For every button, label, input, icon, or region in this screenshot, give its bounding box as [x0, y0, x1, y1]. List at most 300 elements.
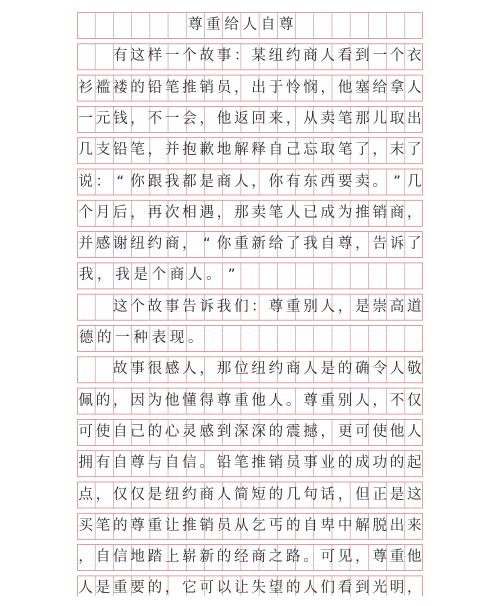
essay-char: 拥 — [78, 455, 93, 472]
grid-cell-empty — [132, 12, 150, 38]
essay-char: 后 — [112, 204, 128, 221]
essay-char: 位 — [234, 361, 249, 378]
essay-char: 出 — [389, 517, 405, 534]
essay-char: 卖 — [320, 110, 336, 127]
essay-char: ， — [112, 392, 128, 409]
essay-char: 是 — [95, 580, 111, 597]
essay-char: 重 — [234, 392, 249, 409]
essay-char: 句 — [303, 486, 318, 503]
essay-char: 重 — [112, 580, 128, 597]
essay-line — [77, 231, 423, 257]
essay-char: 尊 — [303, 392, 318, 409]
essay-char: 人 — [187, 267, 203, 284]
essay-char: 是 — [320, 361, 336, 378]
essay-char: 销 — [199, 79, 214, 96]
essay-char: 褴 — [95, 79, 111, 96]
essay-char: ， — [199, 361, 214, 378]
essay-char: 震 — [285, 423, 301, 440]
essay-char: 尊 — [268, 298, 284, 315]
essay-char: 你 — [216, 236, 232, 253]
essay-char: 的 — [147, 423, 163, 440]
essay-char: 使 — [372, 423, 387, 440]
essay-char: 遇 — [199, 204, 214, 221]
essay-char: 令 — [372, 361, 387, 378]
essay-char: 并 — [164, 142, 180, 159]
essay-char: 都 — [182, 173, 197, 190]
essay-char: 了 — [355, 142, 370, 159]
essay-char: 从 — [234, 517, 249, 534]
essay-char: 他 — [251, 392, 266, 409]
title-row — [77, 12, 423, 38]
essay-line — [77, 325, 423, 351]
grid-cell-empty — [77, 12, 95, 38]
essay-char: ： — [95, 173, 111, 190]
essay-char: 销 — [372, 204, 387, 221]
essay-char: 正 — [372, 486, 387, 503]
essay-char: 铅 — [216, 455, 232, 472]
essay-char: 别 — [337, 392, 353, 409]
essay-line — [77, 419, 423, 445]
essay-line — [77, 482, 423, 508]
essay-char: 人 — [182, 361, 197, 378]
essay-char: 佩 — [78, 392, 93, 409]
essay-char: 纽 — [130, 236, 145, 253]
essay-char: 笔 — [95, 517, 111, 534]
essay-char: 我 — [164, 173, 180, 190]
essay-line — [77, 137, 423, 163]
essay-char: 样 — [147, 48, 163, 65]
essay-char: 信 — [112, 549, 128, 566]
essay-char: 自 — [112, 455, 128, 472]
essay-char: 这 — [130, 48, 145, 65]
essay-char: 不 — [147, 110, 163, 127]
title-char: 人 — [242, 17, 258, 33]
essay-char: 要 — [130, 580, 145, 597]
essay-char: 给 — [372, 79, 387, 96]
essay-char: 到 — [216, 423, 232, 440]
essay-char: 更 — [337, 423, 353, 440]
essay-char: 卖 — [355, 173, 370, 190]
essay-char: 跟 — [147, 173, 163, 190]
essay-char: 失 — [251, 580, 266, 597]
essay-char: 释 — [251, 142, 266, 159]
essay-char: 自 — [303, 517, 318, 534]
title-char: 重 — [206, 17, 221, 33]
essay-char: 深 — [251, 423, 266, 440]
essay-char: 来 — [268, 110, 284, 127]
essay-char: 光 — [372, 580, 387, 597]
essay-char: 他 — [407, 549, 422, 566]
essay-char: 推 — [182, 517, 197, 534]
essay-char: 到 — [355, 580, 370, 597]
essay-char: 。 — [303, 549, 318, 566]
essay-char: 成 — [355, 455, 370, 472]
essay-char: 了 — [407, 236, 422, 253]
essay-char: 销 — [199, 517, 214, 534]
essay-char: 并 — [78, 236, 93, 253]
grid-cell-empty — [94, 43, 111, 69]
essay-char: ， — [95, 486, 111, 503]
essay-char: 人 — [216, 486, 232, 503]
essay-char: 表 — [151, 330, 167, 346]
essay-char: ： — [234, 48, 249, 65]
essay-char: 重 — [147, 517, 163, 534]
essay-char: 简 — [234, 486, 249, 503]
essay-char: 抱 — [182, 142, 197, 159]
essay-char: 回 — [251, 110, 266, 127]
essay-char: 的 — [112, 517, 128, 534]
essay-char: 个 — [182, 48, 197, 65]
essay-char: 高 — [389, 298, 405, 315]
essay-char: 塞 — [355, 79, 370, 96]
essay-char: 这 — [407, 486, 422, 503]
grid-cell-empty — [113, 12, 131, 38]
essay-char: ， — [285, 110, 301, 127]
essay-char: 己 — [130, 423, 145, 440]
essay-char: 见 — [337, 549, 353, 566]
essay-char: 悯 — [303, 79, 318, 96]
essay-char: 己 — [285, 142, 301, 159]
essay-char: 衣 — [407, 48, 422, 65]
essay-char: 感 — [199, 423, 214, 440]
essay-char: 我 — [303, 236, 318, 253]
essay-char: 人 — [303, 580, 318, 597]
essay-char: 到 — [355, 48, 370, 65]
essay-char: 商 — [389, 204, 405, 221]
essay-char: ， — [216, 204, 232, 221]
essay-char: 几 — [78, 142, 93, 159]
essay-char: 纽 — [251, 361, 266, 378]
essay-char: 我 — [216, 298, 232, 315]
essay-char: 商 — [164, 236, 180, 253]
essay-char: 商 — [216, 173, 232, 190]
essay-char: 西 — [320, 173, 336, 190]
essay-char: ： — [251, 298, 266, 315]
essay-char: 个 — [78, 204, 93, 221]
essay-char: ， — [372, 142, 387, 159]
essay-char: 你 — [130, 173, 145, 190]
essay-char: 忘 — [303, 142, 318, 159]
essay-char: 的 — [97, 330, 112, 346]
essay-char: 有 — [112, 48, 128, 65]
essay-char: 崇 — [372, 298, 387, 315]
essay-char: ， — [320, 79, 336, 96]
essay-char: 褛 — [112, 79, 128, 96]
essay-char: 种 — [133, 330, 148, 346]
essay-char: 取 — [389, 110, 405, 127]
essay-char: 确 — [355, 361, 370, 378]
essay-char: 自 — [268, 142, 284, 159]
essay-char: 让 — [164, 517, 180, 534]
essay-char: 。 — [372, 173, 387, 190]
essay-char: 他 — [164, 392, 180, 409]
essay-char: 的 — [130, 79, 145, 96]
essay-char: 经 — [234, 549, 249, 566]
essay-char: 会 — [182, 110, 197, 127]
essay-line — [77, 388, 423, 414]
essay-char: 那 — [234, 204, 249, 221]
essay-char: 事 — [130, 361, 145, 378]
essay-char: 可 — [355, 423, 370, 440]
essay-char: 踏 — [147, 549, 163, 566]
essay-char: 是 — [147, 486, 163, 503]
essay-char: 卖 — [251, 204, 266, 221]
essay-char: 自 — [95, 549, 111, 566]
essay-char: 因 — [130, 392, 145, 409]
essay-char: 那 — [355, 110, 370, 127]
essay-char: 儿 — [372, 110, 387, 127]
essay-char: 支 — [95, 142, 111, 159]
essay-char: 仅 — [407, 392, 422, 409]
grid-cell-empty — [95, 12, 113, 38]
essay-char: ， — [130, 110, 145, 127]
essay-char: 笔 — [268, 204, 284, 221]
essay-char: 商 — [169, 267, 185, 284]
essay-char: 的 — [268, 486, 284, 503]
title-char: 尊 — [187, 17, 203, 33]
essay-char: 人 — [389, 361, 405, 378]
essay-char: 重 — [389, 549, 405, 566]
essay-char: 地 — [216, 142, 232, 159]
essay-char: 让 — [234, 580, 249, 597]
essay-char: 尊 — [130, 517, 145, 534]
essay-char: 末 — [389, 142, 405, 159]
essay-char: 故 — [199, 48, 214, 65]
essay-char: 人 — [268, 392, 284, 409]
essay-char: 话 — [320, 486, 336, 503]
essay-char: 撼 — [303, 423, 318, 440]
essay-char: ， — [234, 79, 249, 96]
essay-char: 元 — [95, 110, 111, 127]
essay-char: 之 — [268, 549, 284, 566]
essay-char: 看 — [337, 48, 353, 65]
essay-char: ， — [337, 486, 353, 503]
essay-char: 几 — [407, 173, 422, 190]
essay-char: 。 — [206, 267, 221, 284]
essay-char: 卑 — [320, 517, 336, 534]
essay-char: 人 — [234, 173, 249, 190]
essay-char: 月 — [95, 204, 111, 221]
essay-line — [77, 106, 423, 132]
essay-char: 笔 — [337, 110, 353, 127]
essay-char: 。 — [285, 392, 301, 409]
essay-char: 乞 — [251, 517, 266, 534]
essay-char: 员 — [285, 455, 301, 472]
essay-char: 拿 — [389, 79, 405, 96]
essay-char: 重 — [285, 298, 301, 315]
grid-cell-empty — [168, 12, 186, 38]
essay-char: 但 — [355, 486, 370, 503]
essay-char: 商 — [285, 361, 301, 378]
essay-line — [77, 575, 423, 601]
essay-char: 出 — [407, 110, 422, 127]
essay-char: ” — [227, 267, 236, 284]
essay-char: ， — [199, 110, 214, 127]
essay-line — [77, 200, 423, 226]
essay-char: 衫 — [78, 79, 93, 96]
essay-char: 某 — [251, 48, 266, 65]
essay-char: 笔 — [234, 455, 249, 472]
essay-char: 解 — [355, 517, 370, 534]
essay-char: 道 — [407, 298, 422, 315]
essay-char: 们 — [320, 580, 336, 597]
essay-char: 给 — [268, 236, 284, 253]
essay-line — [77, 262, 423, 288]
essay-char: 有 — [95, 455, 111, 472]
essay-char: ， — [97, 267, 112, 284]
essay-char: 他 — [337, 79, 353, 96]
essay-char: 东 — [303, 173, 318, 190]
essay-line — [77, 544, 423, 570]
essay-line — [77, 43, 423, 69]
essay-line — [77, 513, 423, 539]
essay-char: 一 — [164, 110, 180, 127]
essay-char: 尊 — [337, 236, 353, 253]
essay-char: 明 — [389, 580, 405, 597]
essay-char: 个 — [151, 267, 167, 284]
essay-char: 我 — [115, 267, 130, 284]
essay-char: 故 — [147, 298, 163, 315]
essay-char: 是 — [389, 486, 405, 503]
essay-char: ， — [372, 392, 387, 409]
essay-char: 人 — [320, 298, 336, 315]
essay-char: 他 — [216, 110, 232, 127]
essay-char: 的 — [268, 423, 284, 440]
essay-line — [77, 356, 423, 382]
essay-char: ， — [337, 298, 353, 315]
essay-char: 他 — [389, 423, 405, 440]
grid-cell-empty — [94, 356, 111, 382]
essay-char: ， — [407, 204, 422, 221]
essay-char: 铅 — [147, 79, 163, 96]
grid-cell-empty — [77, 356, 94, 382]
essay-char: 的 — [95, 392, 111, 409]
essay-char: 与 — [147, 455, 163, 472]
essay-char: 看 — [337, 580, 353, 597]
essay-char: 笔 — [164, 79, 180, 96]
essay-char: 要 — [337, 173, 353, 190]
essay-char: 那 — [216, 361, 232, 378]
essay-char: 你 — [268, 173, 284, 190]
essay-char: 商 — [303, 48, 318, 65]
essay-char: 为 — [337, 204, 353, 221]
essay-char: 事 — [216, 48, 232, 65]
essay-char: 告 — [182, 298, 197, 315]
essay-char: 事 — [303, 455, 318, 472]
essay-char: 相 — [182, 204, 197, 221]
essay-char: 员 — [216, 517, 232, 534]
essay-char: 故 — [112, 361, 128, 378]
essay-char: 人 — [78, 580, 93, 597]
manuscript-sheet — [77, 10, 423, 596]
essay-char: 别 — [303, 298, 318, 315]
essay-char: ， — [355, 236, 370, 253]
essay-char: 了 — [407, 142, 422, 159]
essay-char: 笔 — [337, 142, 353, 159]
essay-char: 以 — [216, 580, 232, 597]
essay-char: 。 — [199, 455, 214, 472]
essay-char: 已 — [303, 204, 318, 221]
essay-char: 可 — [199, 580, 214, 597]
essay-char: 可 — [78, 423, 93, 440]
essay-char: 一 — [78, 110, 93, 127]
essay-char: 诉 — [199, 298, 214, 315]
essay-char: 歉 — [199, 142, 214, 159]
essay-char: ” — [393, 173, 401, 190]
essay-char: 我 — [78, 267, 94, 284]
essay-char: 得 — [199, 392, 214, 409]
essay-char: 人 — [303, 361, 318, 378]
essay-char: ， — [147, 142, 163, 159]
essay-char: 。 — [187, 330, 203, 346]
essay-line — [77, 450, 423, 476]
essay-char: 业 — [320, 455, 336, 472]
essay-char: 几 — [285, 486, 301, 503]
essay-char: 买 — [78, 517, 93, 534]
essay-char: 可 — [320, 549, 336, 566]
essay-char: 再 — [147, 204, 163, 221]
essay-char: 人 — [320, 48, 336, 65]
essay-char: 人 — [355, 392, 370, 409]
essay-char: 纽 — [164, 486, 180, 503]
essay-char: 推 — [355, 204, 370, 221]
essay-char: 起 — [407, 455, 422, 472]
essay-char: 是 — [199, 173, 214, 190]
essay-char: 的 — [285, 580, 301, 597]
essay-char: 仅 — [112, 486, 128, 503]
essay-char: ， — [78, 549, 93, 566]
essay-char: 尊 — [372, 549, 387, 566]
essay-char: 推 — [182, 79, 197, 96]
essay-char: 取 — [320, 142, 336, 159]
essay-char: 是 — [133, 267, 148, 284]
essay-char: 的 — [389, 455, 405, 472]
essay-char: 重 — [320, 392, 336, 409]
essay-char: 尊 — [130, 455, 145, 472]
essay-char: 不 — [389, 392, 405, 409]
essay-char: 一 — [164, 48, 180, 65]
essay-char: 的 — [216, 549, 232, 566]
essay-char: 上 — [164, 549, 180, 566]
essay-char: 深 — [234, 423, 249, 440]
essay-char: 使 — [95, 423, 111, 440]
essay-char: 推 — [251, 455, 266, 472]
essay-char: 于 — [268, 79, 284, 96]
essay-char: 成 — [320, 204, 336, 221]
essay-char: 员 — [216, 79, 232, 96]
essay-char: 懂 — [182, 392, 197, 409]
essay-char: 销 — [268, 455, 284, 472]
essay-char: 来 — [407, 517, 422, 534]
essay-char: ， — [164, 580, 180, 597]
essay-char: 了 — [285, 236, 301, 253]
essay-char: 中 — [337, 517, 353, 534]
title-char: 自 — [260, 17, 276, 33]
essay-char: 返 — [234, 110, 249, 127]
essay-char: 约 — [182, 486, 197, 503]
essay-char: 短 — [251, 486, 266, 503]
essay-char: 自 — [164, 455, 180, 472]
essay-char: 重 — [234, 236, 249, 253]
essay-char: 商 — [251, 549, 266, 566]
essay-char: 商 — [199, 486, 214, 503]
essay-char: 个 — [389, 48, 405, 65]
essay-char: 出 — [251, 79, 266, 96]
essay-char: 灵 — [182, 423, 197, 440]
essay-char: 仅 — [130, 486, 145, 503]
essay-char: 谢 — [112, 236, 128, 253]
essay-char: 诉 — [389, 236, 405, 253]
